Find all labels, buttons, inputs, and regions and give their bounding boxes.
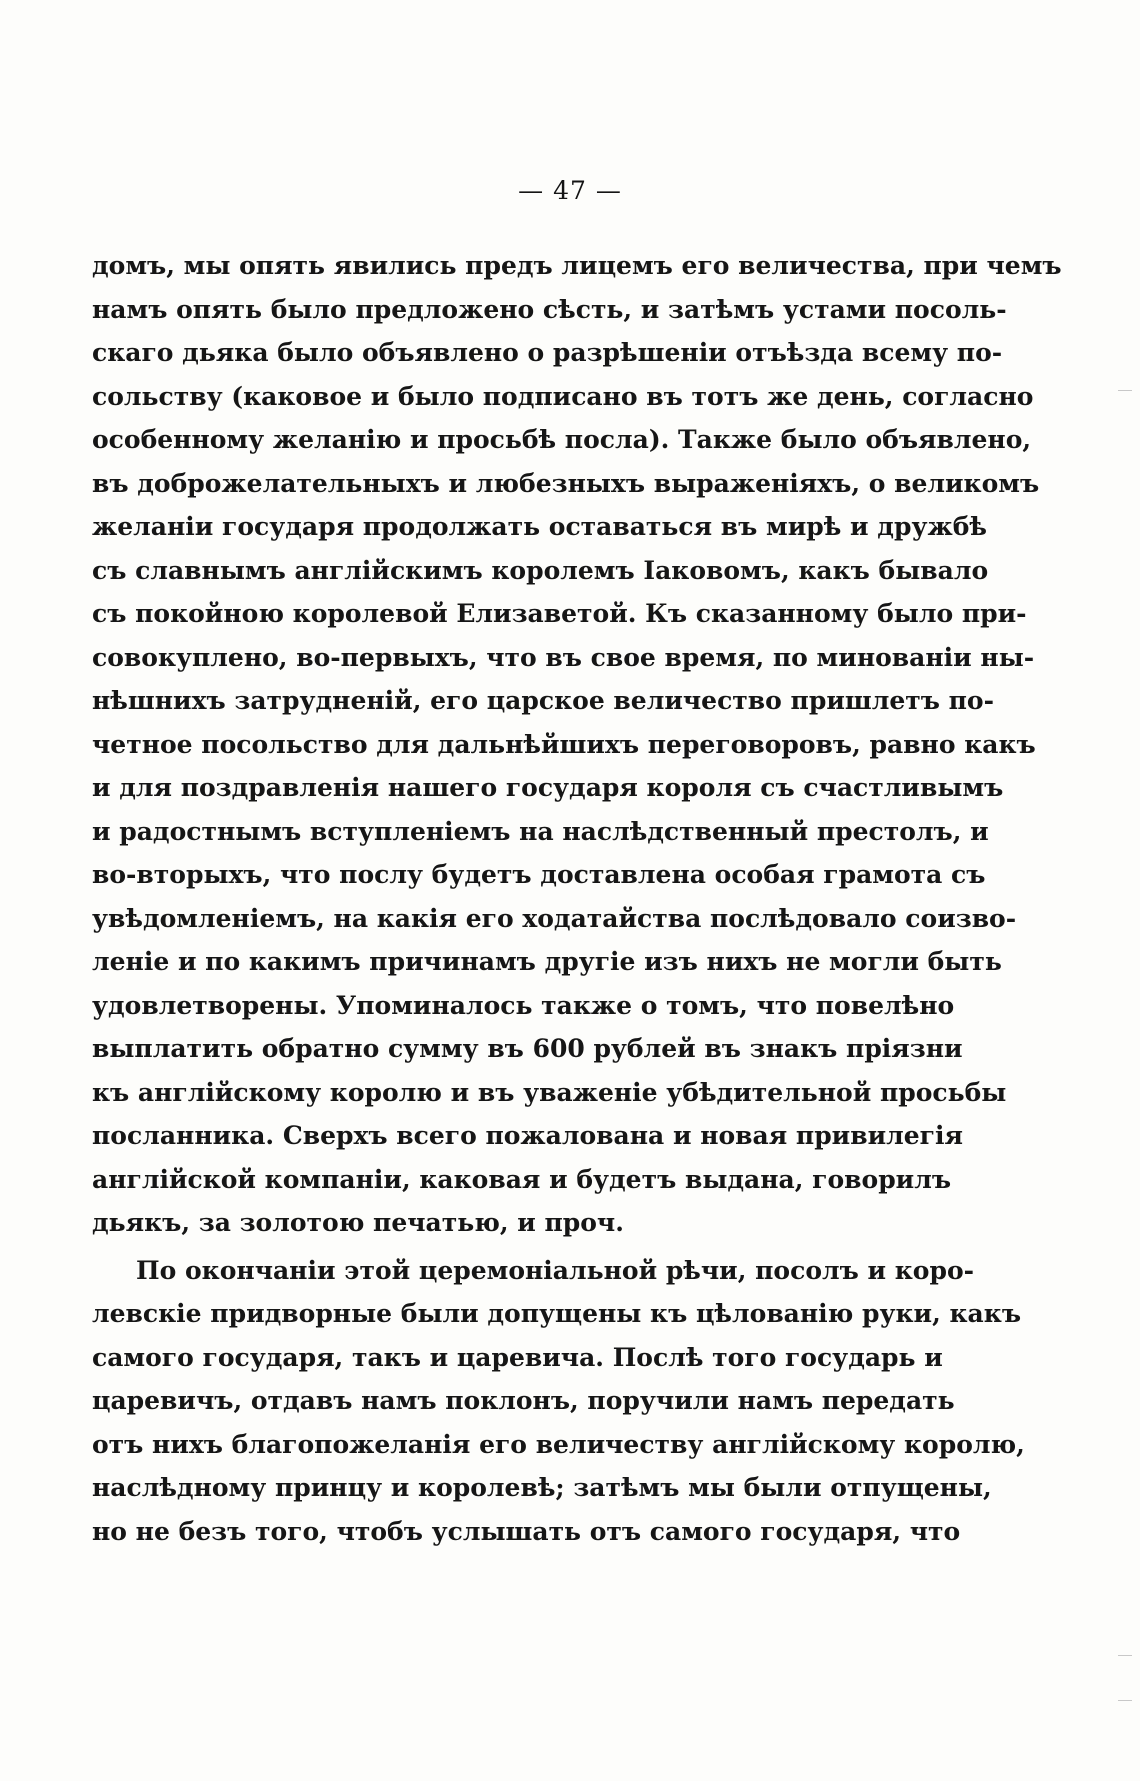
text-line: левскіе придворные были допущены къ цѣлованію руки, какъ bbox=[92, 1299, 1021, 1328]
body-text bbox=[92, 244, 1062, 1553]
scan-mark bbox=[1118, 1700, 1132, 1701]
page-number: — 47 — bbox=[518, 176, 622, 205]
text-line: наслѣдному принцу и королевѣ; затѣмъ мы были отпущены, bbox=[92, 1473, 992, 1502]
text-line: англійской компаніи, каковая и будетъ выдана, говорилъ bbox=[92, 1164, 952, 1194]
text-line: самого государя, такъ и царевича. Послѣ того государь и bbox=[92, 1342, 943, 1372]
text-line: особенному желанію и просьбѣ посла). Также было объявлено, bbox=[92, 425, 1032, 454]
text-line: увѣдомленіемъ, на какія его ходатайства послѣдовало соизво- bbox=[92, 903, 1017, 933]
text-line: посланника. Сверхъ всего пожалована и новая привилегія bbox=[92, 1121, 963, 1150]
text-line: желаніи государя продолжать оставаться въ мирѣ и дружбѣ bbox=[92, 512, 987, 541]
text-line: сольству (каковое и было подписано въ тотъ же день, согласно bbox=[92, 381, 1034, 411]
scan-mark bbox=[1118, 390, 1132, 391]
text-line: въ доброжелательныхъ и любезныхъ выраженіяхъ, о великомъ bbox=[92, 468, 1040, 498]
text-line: леніе и по какимъ причинамъ другіе изъ нихъ не могли быть bbox=[92, 947, 1002, 976]
text-line: совокуплено, во-первыхъ, что въ свое время, по минованіи ны- bbox=[92, 642, 1035, 672]
text-line: съ покойною королевой Елизаветой. Къ сказанному было при- bbox=[92, 599, 1027, 628]
text-line: нѣшнихъ затрудненій, его царское величество пришлетъ по- bbox=[92, 686, 994, 715]
text-line: и для поздравленія нашего государя короля съ счастливымъ bbox=[92, 773, 1004, 802]
paragraph-2 bbox=[92, 1249, 1025, 1554]
text-line: четное посольство для дальнѣйшихъ переговоровъ, равно какъ bbox=[92, 729, 1036, 759]
text-line: скаго дьяка было объявлено о разрѣшеніи отъѣзда всему по- bbox=[92, 338, 1003, 367]
text-line: но не безъ того, чтобъ услышать отъ самого государя, что bbox=[92, 1516, 961, 1546]
paragraph-1 bbox=[92, 244, 1062, 1245]
text-line: и радостнымъ вступленіемъ на наслѣдственный престолъ, и bbox=[92, 816, 989, 846]
text-line: намъ опять было предложено сѣсть, и затѣмъ устами посоль- bbox=[92, 294, 1007, 324]
text-line: удовлетворены. Упоминалось также о томъ, что повелѣно bbox=[92, 990, 955, 1020]
text-line: выплатить обратно сумму въ 600 рублей въ знакъ пріязни bbox=[92, 1034, 963, 1063]
text-line: съ славнымъ англійскимъ королемъ Іаковомъ, какъ бывало bbox=[92, 555, 989, 585]
text-line: По окончаніи этой церемоніальной рѣчи, посолъ и коро- bbox=[136, 1255, 975, 1285]
text-line: отъ нихъ благопожеланія его величеству англійскому королю, bbox=[92, 1429, 1025, 1459]
text-line: во-вторыхъ, что послу будетъ доставлена особая грамота съ bbox=[92, 860, 986, 889]
text-line: дьякъ, за золотою печатью, и проч. bbox=[92, 1208, 624, 1237]
text-line: домъ, мы опять явились предъ лицемъ его величества, при чемъ bbox=[92, 251, 1062, 280]
text-line: царевичъ, отдавъ намъ поклонъ, поручили намъ передать bbox=[92, 1386, 955, 1415]
scan-mark bbox=[1118, 1655, 1132, 1656]
text-line: къ англійскому королю и въ уваженіе убѣдительной просьбы bbox=[92, 1077, 1007, 1107]
